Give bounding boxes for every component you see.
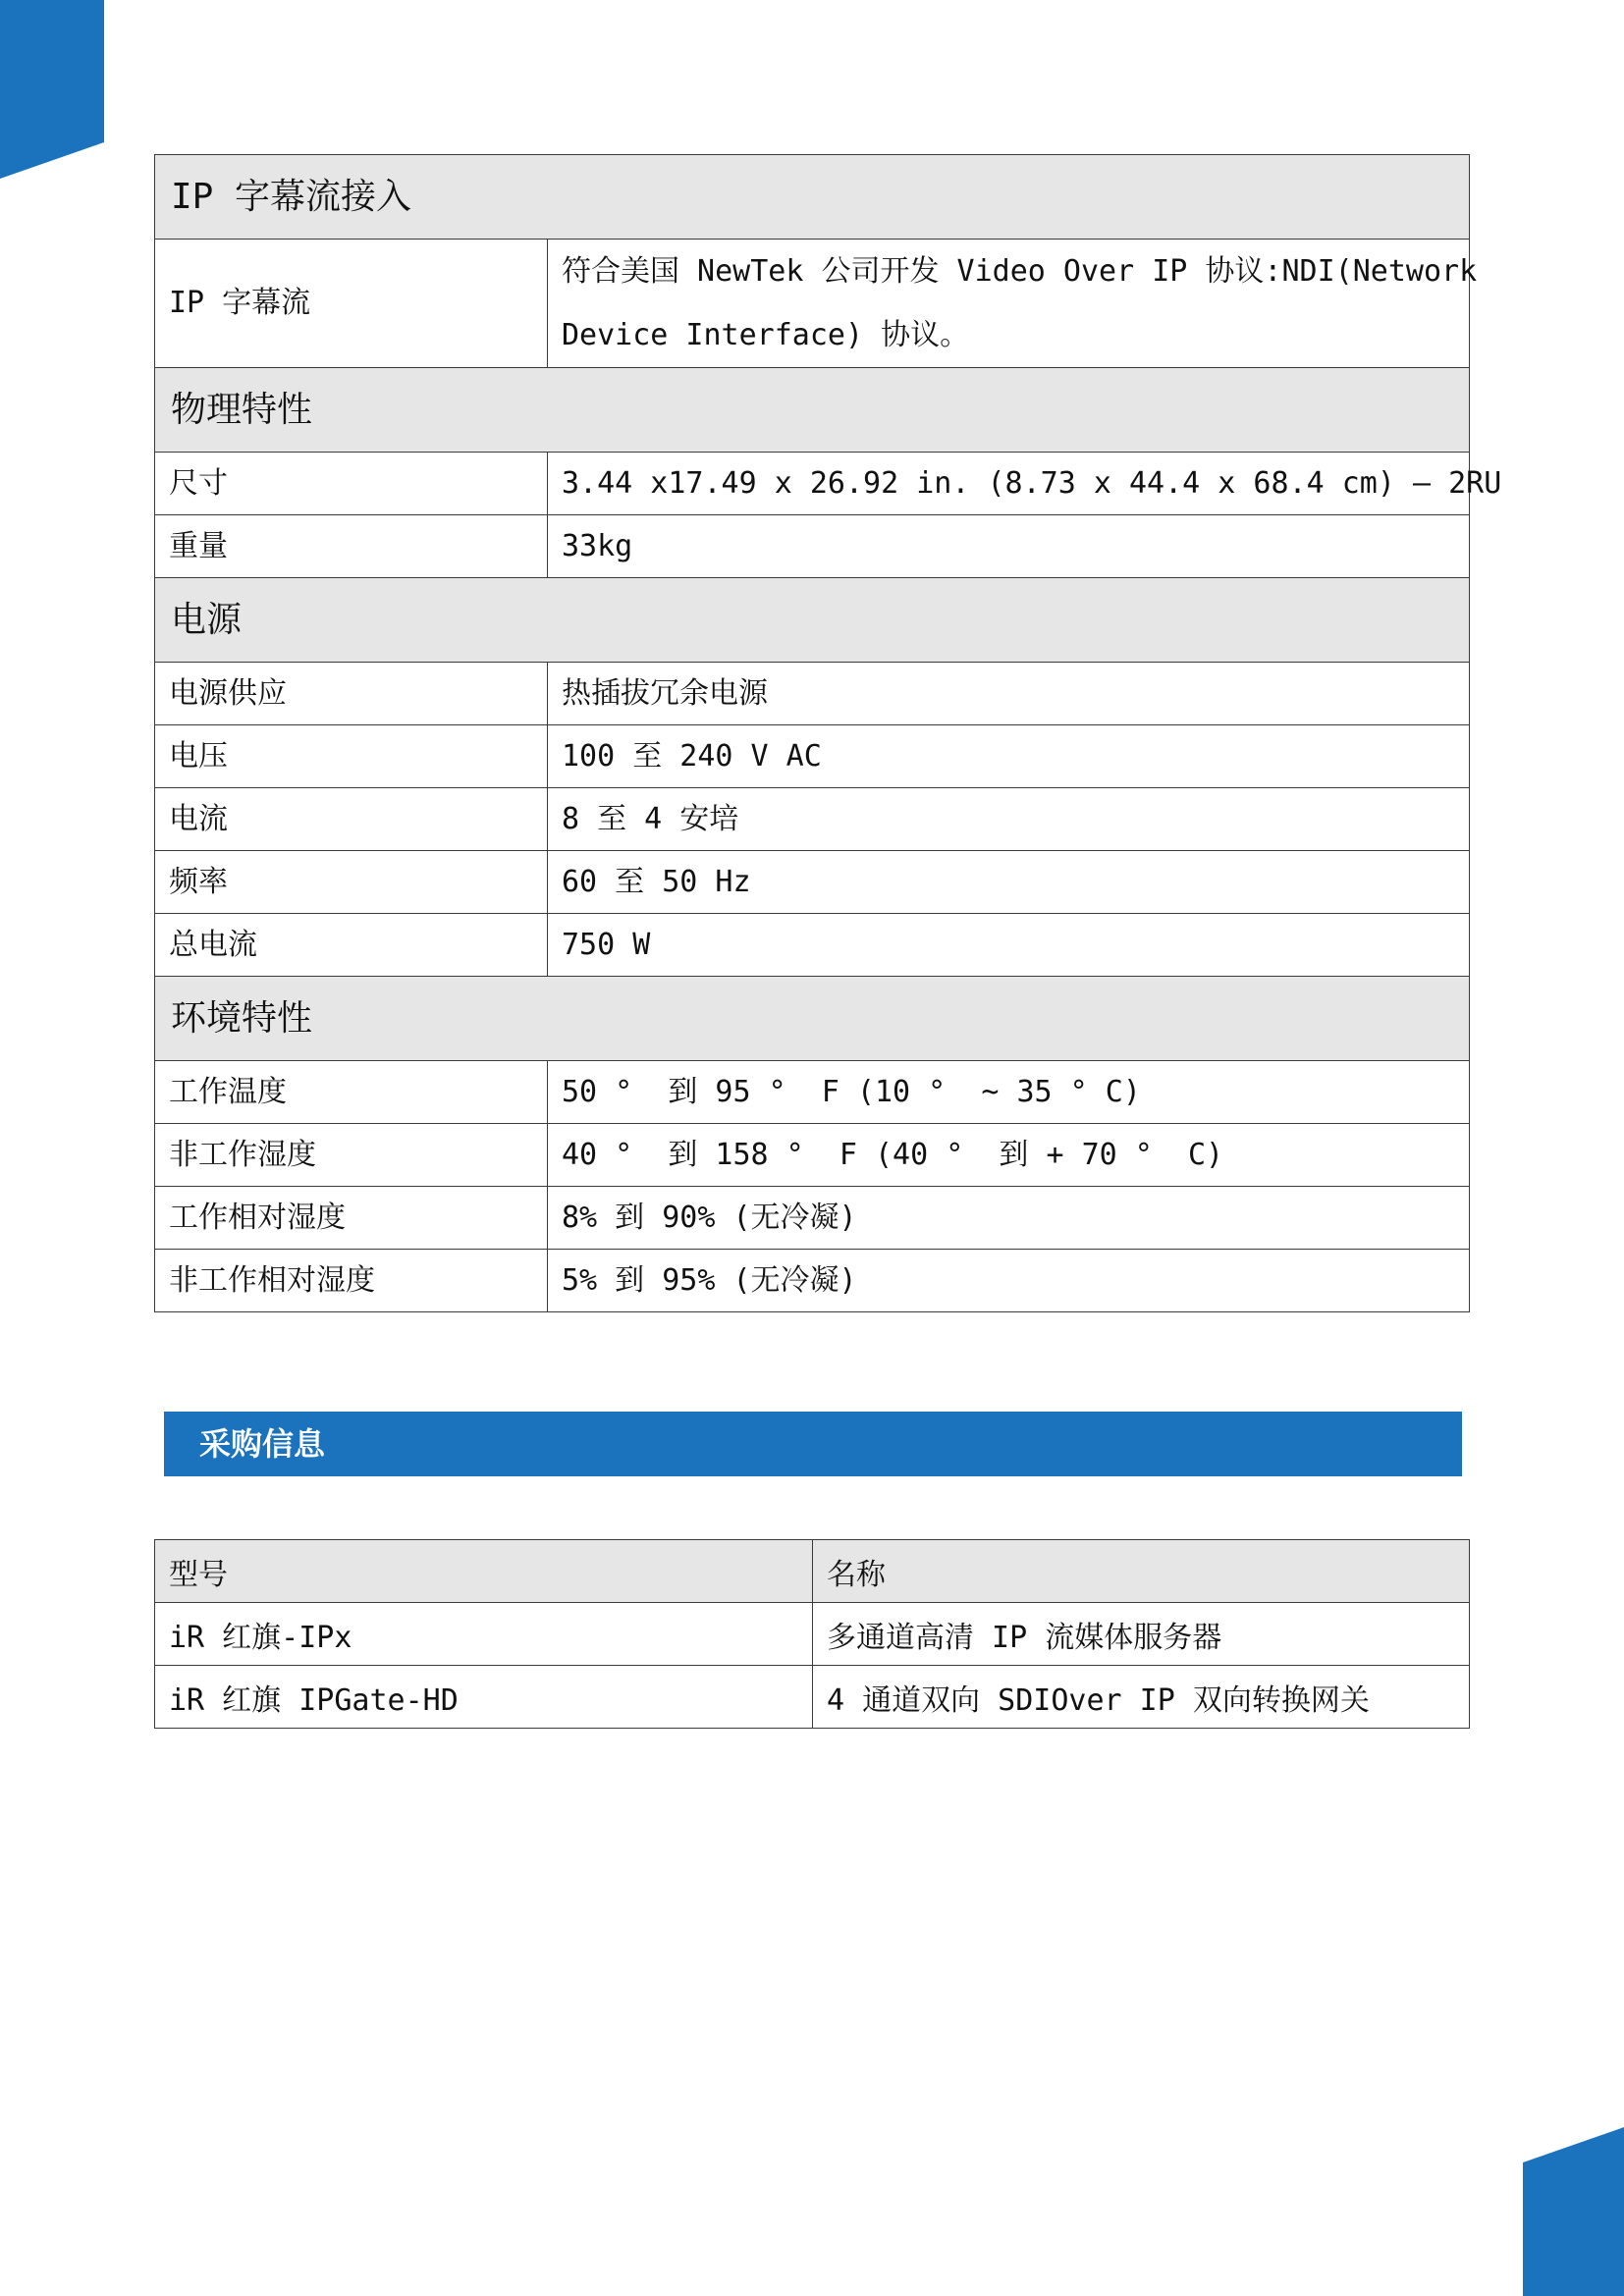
purchase-info-banner: 采购信息 — [164, 1412, 1462, 1476]
spec-value-line: 50 ° 到 95 ° F (10 ° ~ 35 ° C) — [562, 1074, 1141, 1109]
spec-value-line: Device Interface) 协议。 — [562, 318, 970, 352]
spec-label: 电压 — [155, 725, 548, 788]
spec-value — [548, 515, 1470, 578]
spec-value — [548, 725, 1470, 788]
spec-value-line: 100 至 240 V AC — [562, 738, 822, 774]
model-cell: iR 红旗-IPx — [155, 1603, 813, 1666]
spec-value — [548, 788, 1470, 851]
name-cell: 4 通道双向 SDIOver IP 双向转换网关 — [813, 1666, 1470, 1729]
table-row — [155, 240, 1470, 368]
spec-label: 非工作湿度 — [155, 1124, 548, 1187]
section-title: IP 字幕流接入 — [155, 155, 1470, 240]
spec-value — [548, 453, 1502, 515]
spec-label: 电源供应 — [155, 663, 548, 725]
table-row — [155, 663, 1470, 725]
spec-value-line: 33kg — [562, 528, 633, 563]
spec-label: 工作相对湿度 — [155, 1187, 548, 1250]
table-row — [155, 1061, 1470, 1124]
spec-value — [548, 1124, 1470, 1187]
table-row — [155, 515, 1470, 578]
spec-label: 重量 — [155, 515, 548, 578]
spec-label: 非工作相对湿度 — [155, 1250, 548, 1312]
section-title: 电源 — [155, 578, 1470, 663]
table-row — [155, 788, 1470, 851]
section-title: 环境特性 — [155, 977, 1470, 1061]
purchase-table-header — [155, 1540, 1470, 1603]
spec-value-line: 5% 到 95% (无冷凝) — [562, 1262, 857, 1298]
table-row — [155, 1187, 1470, 1250]
spec-table — [154, 154, 1502, 1312]
spec-label: 总电流 — [155, 914, 548, 977]
table-row — [155, 851, 1470, 914]
spec-value-line: 8% 到 90% (无冷凝) — [562, 1200, 857, 1235]
spec-value — [548, 1250, 1470, 1312]
table-row — [155, 1124, 1470, 1187]
table-row — [155, 453, 1470, 515]
model-cell: iR 红旗 IPGate-HD — [155, 1666, 813, 1729]
spec-value — [548, 914, 1470, 977]
spec-label: 频率 — [155, 851, 548, 914]
table-row — [155, 1250, 1470, 1312]
header-model: 型号 — [155, 1540, 813, 1603]
section-title: 物理特性 — [155, 368, 1470, 453]
section-header-row — [155, 578, 1470, 663]
table-row — [155, 1603, 1470, 1666]
table-row — [155, 1666, 1470, 1729]
spec-label: 尺寸 — [155, 453, 548, 515]
section-header-row — [155, 155, 1470, 240]
spec-value-line: 3.44 x17.49 x 26.92 in. (8.73 x 44.4 x 68.4 cm) – 2RU — [562, 465, 1502, 501]
spec-value-line: 60 至 50 Hz — [562, 864, 751, 899]
table-row — [155, 914, 1470, 977]
spec-label: IP 字幕流 — [155, 240, 548, 368]
spec-value — [548, 240, 1478, 368]
section-header-row — [155, 977, 1470, 1061]
spec-value-line: 8 至 4 安培 — [562, 801, 739, 836]
spec-label: 电流 — [155, 788, 548, 851]
spec-value — [548, 851, 1470, 914]
header-name: 名称 — [813, 1540, 1470, 1603]
corner-decoration-top-left — [0, 0, 104, 179]
purchase-table — [154, 1539, 1470, 1729]
corner-decoration-bottom-right — [1523, 2127, 1624, 2296]
spec-value — [548, 1061, 1470, 1124]
spec-value-line: 热插拔冗余电源 — [562, 675, 768, 711]
spec-value — [548, 663, 1470, 725]
spec-value — [548, 1187, 1470, 1250]
table-row — [155, 725, 1470, 788]
spec-value-line: 符合美国 NewTek 公司开发 Video Over IP 协议:NDI(Network — [562, 254, 1478, 289]
spec-label: 工作温度 — [155, 1061, 548, 1124]
spec-value-line: 40 ° 到 158 ° F (40 ° 到 + 70 ° C) — [562, 1137, 1224, 1172]
section-header-row — [155, 368, 1470, 453]
name-cell: 多通道高清 IP 流媒体服务器 — [813, 1603, 1470, 1666]
spec-value-line: 750 W — [562, 927, 651, 962]
